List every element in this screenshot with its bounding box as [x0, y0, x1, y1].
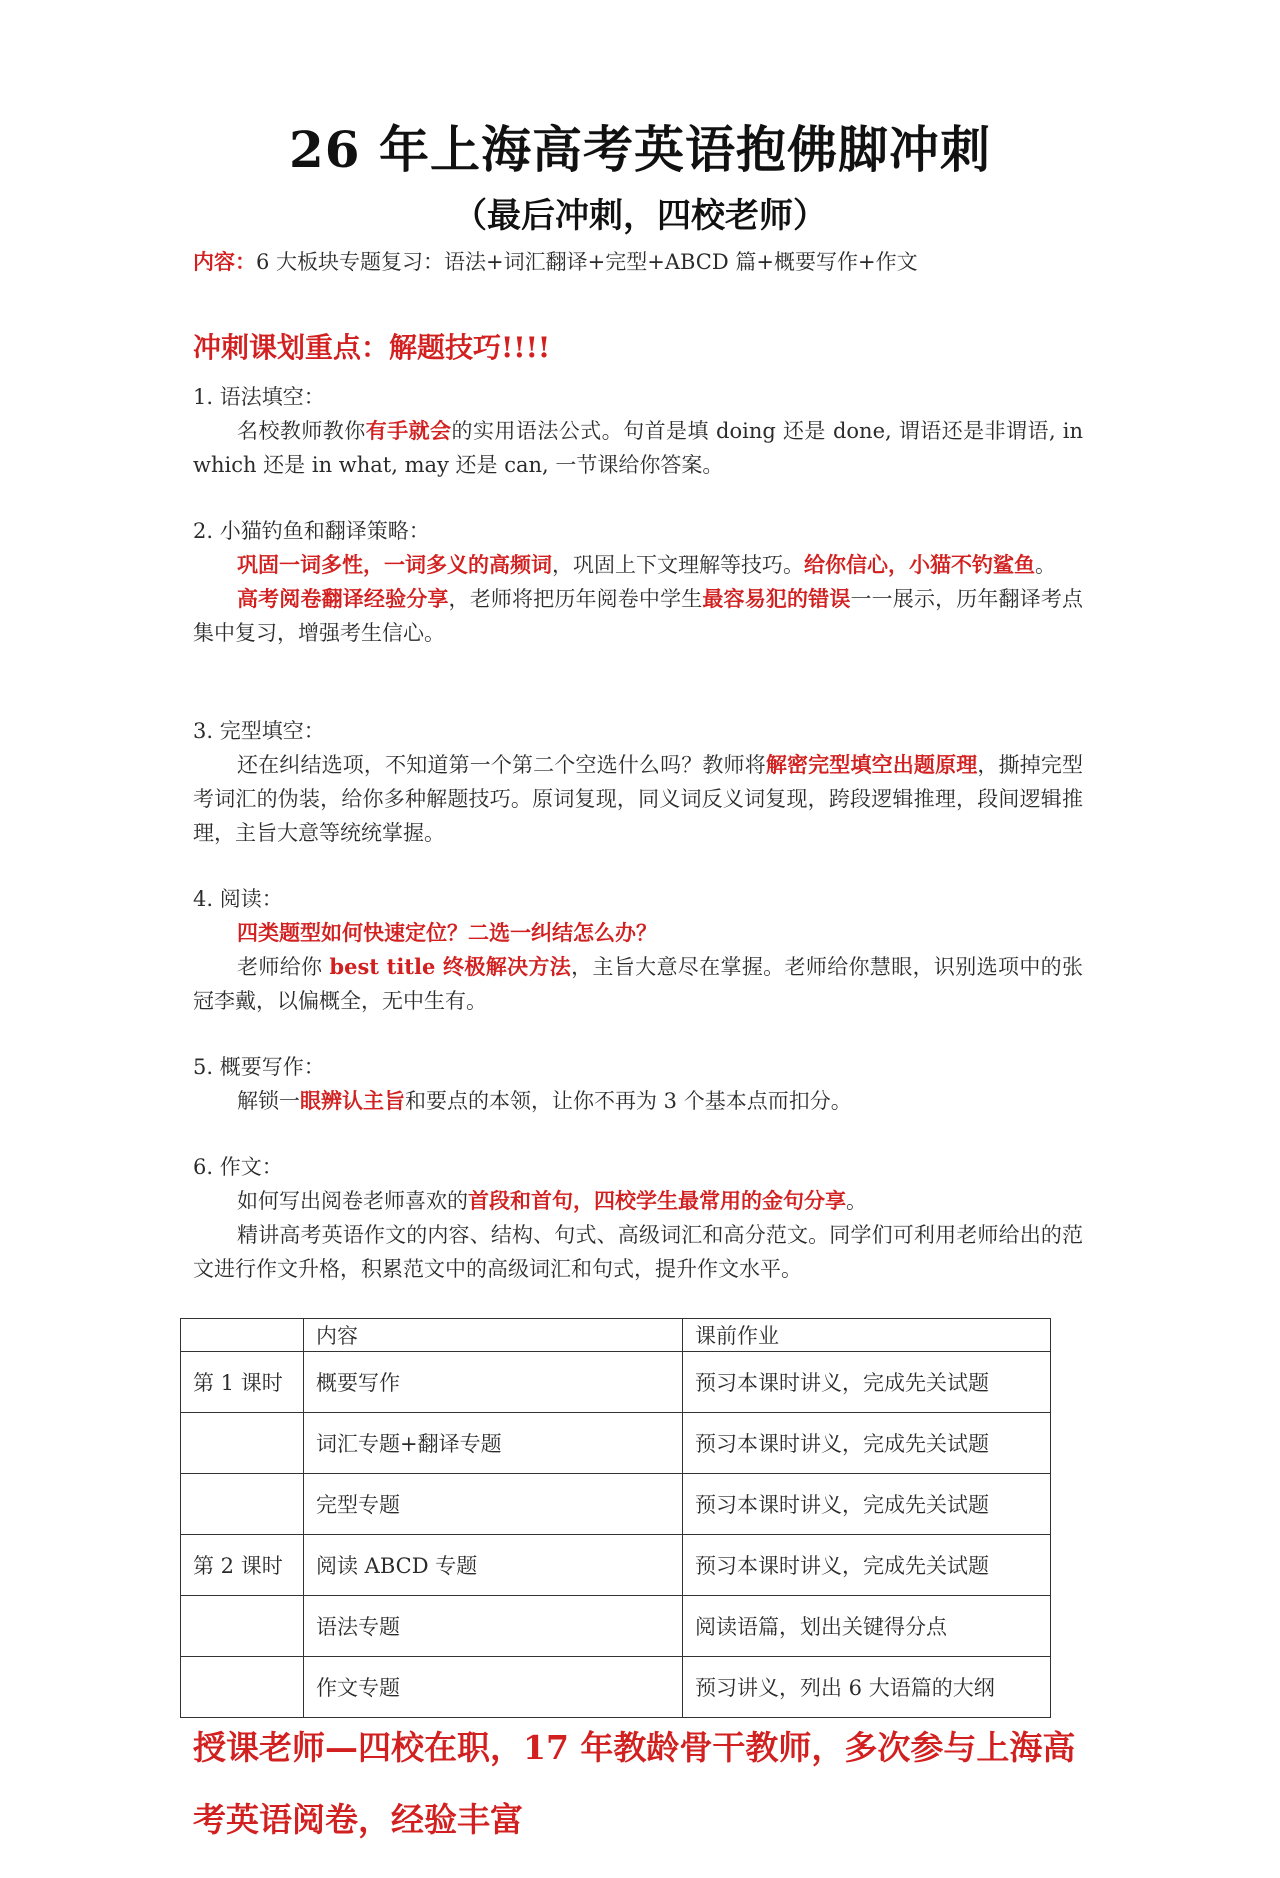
- highlight-text: 给你信心，小猫不钓鲨鱼: [804, 552, 1035, 577]
- highlight-text: best title 终极解决方法: [329, 954, 572, 979]
- table-cell: 第 2 课时: [181, 1535, 304, 1596]
- section-paragraph: [193, 414, 1083, 482]
- highlight-text: 解密完型填空出题原理: [765, 752, 978, 777]
- text-run: ，撕掉完型考词汇的伪装，给你多种解题技巧。原词复现，同义词反义词复现，跨段逻辑推理，段间逻辑推理，主旨大意等统统掌握。: [193, 753, 1084, 845]
- section-title: 4. 阅读：: [193, 887, 283, 911]
- table-header-cell: [181, 1319, 304, 1352]
- table-cell: 语法专题: [304, 1596, 683, 1657]
- page-title: 26 年上海高考英语抱佛脚冲刺: [289, 120, 991, 179]
- highlight-text: 最容易犯的错误: [702, 586, 851, 611]
- text-run: 。: [1035, 553, 1056, 577]
- section-title: 6. 作文：: [193, 1155, 283, 1179]
- section-paragraph: [193, 1084, 1083, 1118]
- section-paragraph: [193, 748, 1083, 850]
- highlight-text: 首段和首句，四校学生最常用的金句分享: [468, 1188, 846, 1213]
- content-text: 6 大板块专题复习：语法+词汇翻译+完型+ABCD 篇+概要写作+作文: [256, 250, 918, 274]
- table-cell: 完型专题: [304, 1474, 683, 1535]
- table-cell: 预习本课时讲义，完成先关试题: [683, 1474, 1051, 1535]
- section-title: 2. 小猫钓鱼和翻译策略：: [193, 519, 430, 543]
- table-cell: 词汇专题+翻译专题: [304, 1413, 683, 1474]
- section-paragraph: 精讲高考英语作文的内容、结构、句式、高级词汇和高分范文。同学们可利用老师给出的范文进行作文升格，积累范文中的高级词汇和句式，提升作文水平。: [193, 1223, 1083, 1281]
- course-schedule-table: [180, 1318, 1051, 1718]
- table-row: [181, 1413, 1051, 1474]
- table-cell: [181, 1474, 304, 1535]
- table-row: [181, 1535, 1051, 1596]
- section-paragraph: [193, 582, 1083, 650]
- table-row: [181, 1352, 1051, 1413]
- section-title: 1. 语法填空：: [193, 385, 325, 409]
- table-row: [181, 1596, 1051, 1657]
- table-cell: 作文专题: [304, 1657, 683, 1718]
- table-cell: 概要写作: [304, 1352, 683, 1413]
- section-grammar: [193, 380, 1083, 482]
- highlight-text: 高考阅卷翻译经验分享: [237, 586, 449, 611]
- text-run: 如何写出阅卷老师喜欢的: [237, 1189, 468, 1213]
- highlight-text: 眼辨认主旨: [300, 1088, 405, 1113]
- content-label: 内容：: [193, 249, 256, 274]
- text-run: 老师给你: [237, 955, 330, 979]
- section-paragraph: [193, 1184, 1083, 1218]
- section-title: 3. 完型填空：: [193, 719, 325, 743]
- section-paragraph: 四类题型如何快速定位？二选一纠结怎么办？: [237, 920, 657, 945]
- teacher-intro: 授课老师—四校在职，17 年教龄骨干教师，多次参与上海高考英语阅卷，经验丰富: [193, 1728, 1076, 1839]
- table-row: [181, 1474, 1051, 1535]
- table-cell: 阅读语篇，划出关键得分点: [683, 1596, 1051, 1657]
- section-essay: [193, 1150, 1083, 1286]
- table-cell: 预习本课时讲义，完成先关试题: [683, 1352, 1051, 1413]
- text-run: 的实用语法公式。句首是填 doing 还是 done, 谓语还是非谓语, in which 还是 in what, may 还是 can, 一节课给你答案。: [193, 419, 1084, 477]
- content-summary: [193, 246, 918, 276]
- text-run: 还在纠结选项，不知道第一个第二个空选什么吗？教师将: [237, 753, 766, 777]
- text-run: 。: [846, 1189, 867, 1213]
- table-cell: [181, 1413, 304, 1474]
- text-run: 名校教师教你: [237, 419, 366, 443]
- highlight-text: 有手就会: [365, 418, 452, 443]
- table-cell: [181, 1596, 304, 1657]
- table-header-cell: 内容: [304, 1319, 683, 1352]
- section-title: 5. 概要写作：: [193, 1055, 325, 1079]
- text-run: ，主旨大意尽在掌握。老师给你慧眼，识别选项中的张冠李戴，以偏概全，无中生有。: [193, 955, 1084, 1013]
- section-paragraph: [193, 548, 1083, 582]
- table-row: [181, 1657, 1051, 1718]
- table-cell: [181, 1657, 304, 1718]
- text-run: 和要点的本领，让你不再为 3 个基本点而扣分。: [405, 1089, 852, 1113]
- text-run: 解锁一: [237, 1089, 300, 1113]
- table-header-cell: 课前作业: [683, 1319, 1051, 1352]
- table-cell: 第 1 课时: [181, 1352, 304, 1413]
- section-reading: [193, 882, 1083, 1018]
- table-header-row: [181, 1319, 1051, 1352]
- page-subtitle: （最后冲刺，四校老师）: [453, 196, 827, 236]
- table-cell: 预习本课时讲义，完成先关试题: [683, 1535, 1051, 1596]
- key-points-headline: 冲刺课划重点：解题技巧!!!!: [193, 331, 551, 364]
- highlight-text: 巩固一词多性，一词多义的高频词: [237, 552, 552, 577]
- section-vocab-translation: [193, 514, 1083, 650]
- table-cell: 预习本课时讲义，完成先关试题: [683, 1413, 1051, 1474]
- text-run: ，巩固上下文理解等技巧。: [552, 553, 804, 577]
- table-cell: 阅读 ABCD 专题: [304, 1535, 683, 1596]
- section-summary-writing: [193, 1050, 1083, 1118]
- text-run: 一一展示，历年翻译考点集中复习，增强考生信心。: [193, 587, 1084, 645]
- table-cell: 预习讲义，列出 6 大语篇的大纲: [683, 1657, 1051, 1718]
- section-paragraph: [193, 950, 1083, 1018]
- section-cloze: [193, 714, 1083, 850]
- text-run: ，老师将把历年阅卷中学生: [448, 587, 703, 611]
